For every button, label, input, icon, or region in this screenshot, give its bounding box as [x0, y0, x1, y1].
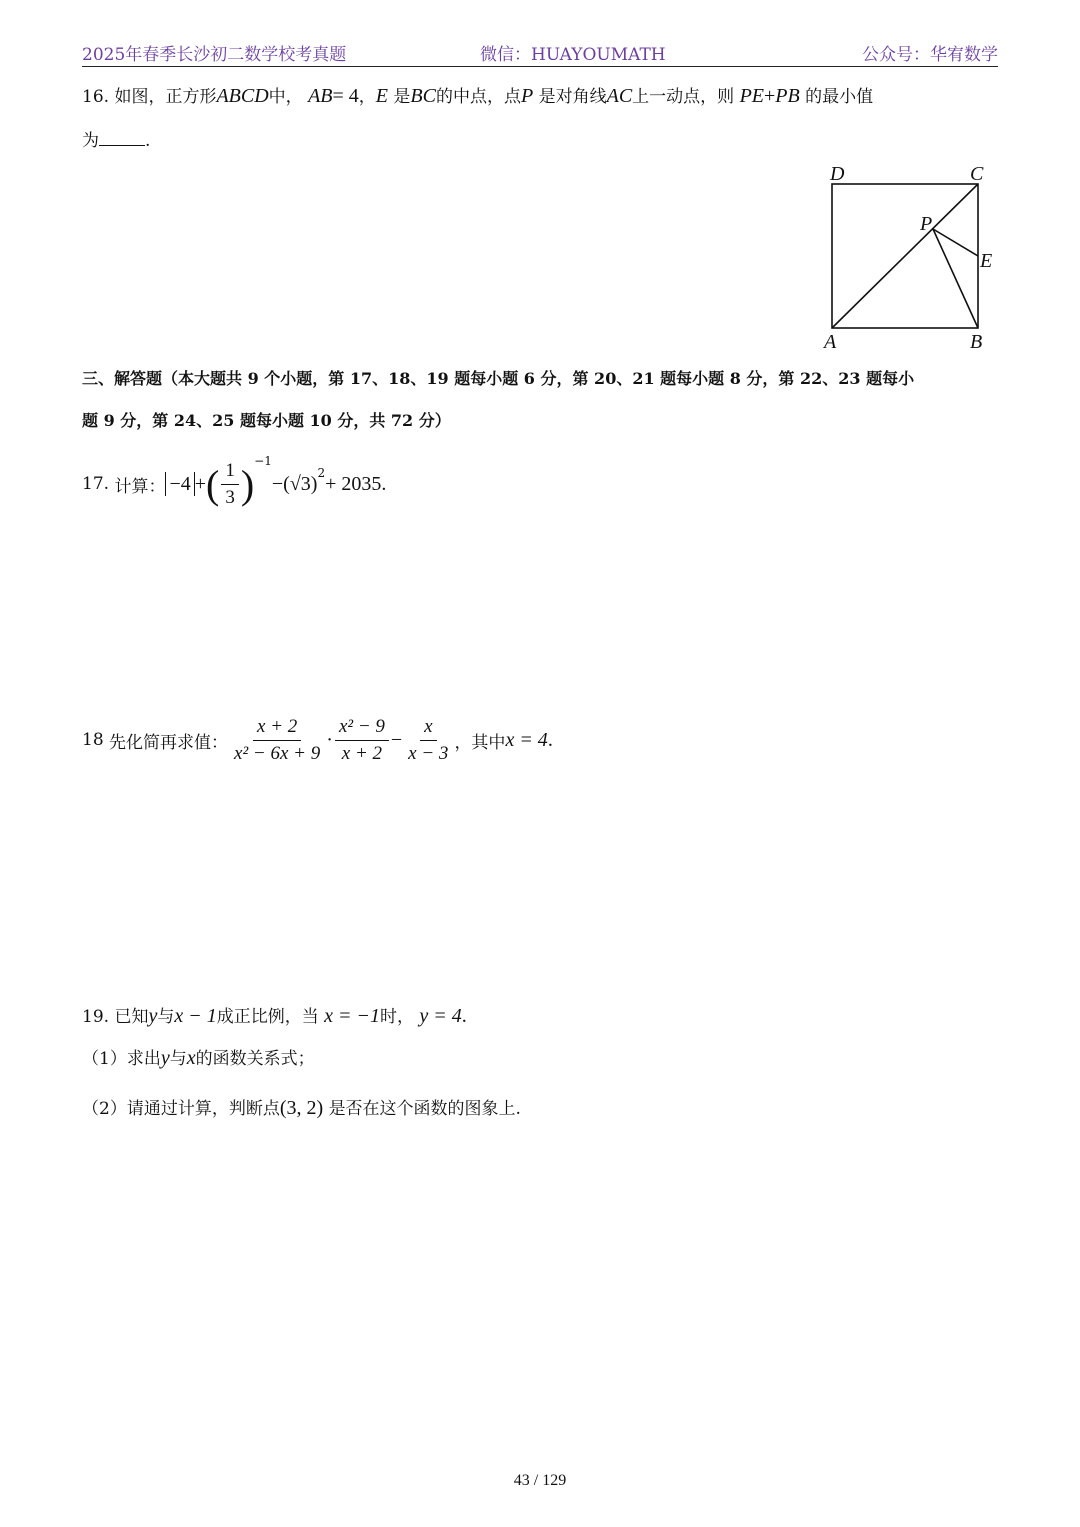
q19-line1: 19. 已知y与x − 1成正比例，当 x = −1时， y = 4.	[82, 1005, 467, 1027]
header-wechat: 微信：HUAYOUMATH	[480, 45, 666, 65]
q16-number: 16.	[82, 87, 110, 107]
header-title: 2025年春季长沙初二数学校考真题	[82, 45, 347, 65]
q17-number: 17.	[82, 474, 110, 494]
q18: 18 先化简再求值： $\frac{x + 2}{\text{x² − 6x + 9}}$ · $\frac{\text{x² − 9}}{x + 2}$ − $\frac{x}{x - 3}$ ，其中 x = 4 .	[82, 715, 553, 764]
page-header	[82, 38, 998, 67]
page-number: 43 / 129	[513, 1472, 567, 1489]
q16-line1: 16. 如图，正方形ABCD中， AB= 4，E 是BC的中点，点P 是对角线AC上一动点，则 PE+PB 的最小值	[82, 85, 874, 107]
abs-value: −4	[165, 472, 194, 496]
q19-number: 19.	[82, 1007, 110, 1027]
fraction-3: $\frac{x}{x - 3}$	[408, 715, 449, 764]
segment-pb	[933, 229, 978, 328]
label-c: C	[970, 163, 984, 185]
label-a: A	[824, 331, 837, 353]
square-figure	[810, 158, 1010, 354]
answer-blank[interactable]	[99, 131, 145, 146]
label-b: B	[970, 331, 983, 353]
fraction-2: $\frac{\text{x² − 9}}{x + 2}$	[335, 716, 389, 765]
label-e: E	[980, 250, 993, 272]
label-d: D	[830, 163, 845, 185]
q16-line2: 为 .	[82, 131, 151, 151]
q19-part2: （2）请通过计算，判断点(3, 2) 是否在这个函数的图象上.	[82, 1097, 521, 1119]
q19-part1: （1）求出y与x的函数关系式；	[82, 1047, 315, 1069]
header-account: 公众号：华宥数学	[862, 45, 998, 65]
diagonal-ac	[832, 184, 978, 328]
fraction-1: $\frac{x + 2}{\text{x² − 6x + 9}}$	[234, 715, 321, 764]
q18-number: 18	[82, 730, 104, 750]
label-p: P	[920, 213, 933, 235]
section3-heading-line1: 三、解答题（本大题共 9 个小题，第 17、18、19 题每小题 6 分，第 20、21 题每小题 8 分，第 22、23 题每小	[82, 369, 915, 388]
fraction-one-third: $\frac{1}{3}$	[221, 460, 239, 509]
section3-heading-line2: 题 9 分，第 24、25 题每小题 10 分，共 72 分）	[82, 411, 451, 430]
q17: 17. 计算： −4 + ( $\frac{1}{3}$ ) $^{-1}$ − (√3) $^2$ + 2035 .	[82, 454, 387, 508]
